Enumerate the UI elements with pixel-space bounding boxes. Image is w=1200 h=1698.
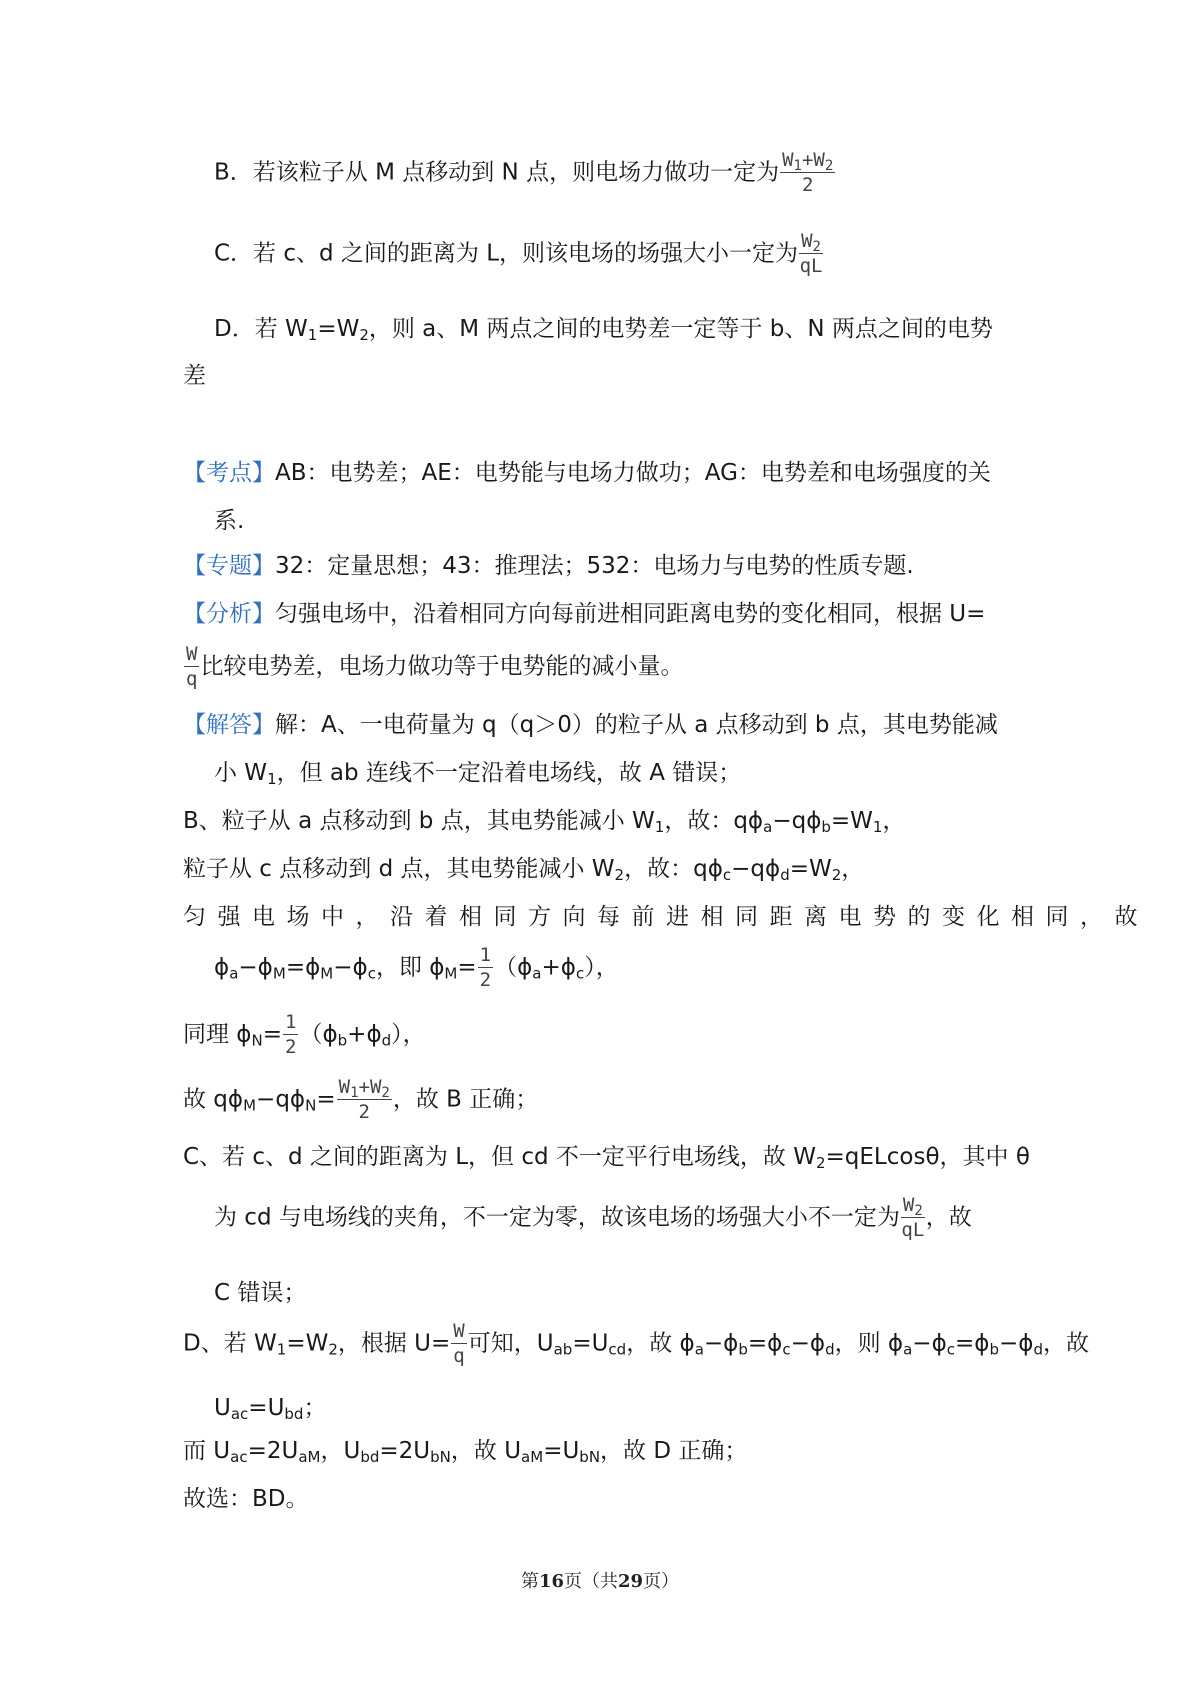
jieda-line-3: B、粒子从 a 点移动到 b 点，其电势能减小 $W_1$，故：$q\phi_a-q\phi_b=W_1$， <box>183 808 906 836</box>
jieda-line-14: 而 $U_{ac}=2U_{aM}$，$U_{bd}=2U_{bN}$，故 $U_{aM}=U_{bN}$，故 D 正确； <box>183 1438 748 1466</box>
jieda-line-12: D、若 $W_1=W_2$，根据 U= $\frac{W}{q}$ 可知，$U_{ab}=U_{cd}$，故 $\phi_a-\phi_b=\phi_c-\phi_d$，则 $\phi_a-\phi_c=\phi_b-\phi_d$，故 <box>183 1320 1089 1367</box>
fraction: $\frac{W_1+W_2}{2}$ <box>338 1076 390 1123</box>
kaodian-cont: 系. <box>214 508 245 534</box>
page-total: 29 <box>618 1571 644 1592</box>
jieda-line-11: C 错误； <box>214 1280 307 1306</box>
fraction: $\frac{W_2}{qL}$ <box>901 1194 925 1241</box>
fenxi: 【分析】匀强电场中，沿着相同方向每前进相同距离电势的变化相同，根据 U= <box>183 601 986 627</box>
fenxi-cont: $\frac{W}{q}$ 比较电势差，电场力做功等于电势能的减小量。 <box>186 643 684 690</box>
kaodian: 【考点】AB：电势差；AE：电势能与电场力做功；AG：电势差和电场强度的关 <box>183 460 991 486</box>
jieda: 【解答】解：A、一电荷量为 q（q＞0）的粒子从 a 点移动到 b 点，其电势能减 <box>183 712 998 738</box>
page-footer: 第16页（共29页） <box>520 1571 680 1592</box>
jieda-line-15: 故选：BD。 <box>183 1486 309 1512</box>
option-b: B．若该粒子从 M 点移动到 N 点，则电场力做功一定为 $\frac{W_1+W_2}{2}$ <box>214 149 834 196</box>
jieda-line-10: 为 cd 与电场线的夹角，不一定为零，故该电场的场强大小不一定为 $\frac{W_2}{qL}$ ，故 <box>214 1194 972 1241</box>
kaodian-tag: 【考点】 <box>183 460 275 486</box>
jieda-line-5: 匀强电场中，沿着相同方向每前进相同距离电势的变化相同，故 <box>183 904 1149 930</box>
fraction: $\frac{W_2}{qL}$ <box>799 230 823 277</box>
jieda-line-4: 粒子从 c 点移动到 d 点，其电势能减小 $W_2$，故：$q\phi_c-q\phi_d=W_2$， <box>183 856 865 884</box>
fenxi-tag: 【分析】 <box>183 601 275 627</box>
zhuanti-tag: 【专题】 <box>183 553 275 579</box>
jieda-line-9: C、若 c、d 之间的距离为 L，但 cd 不一定平行电场线，故 $W_2=qELcos\theta$，其中 θ <box>183 1144 1030 1172</box>
fraction: $\frac{W_1+W_2}{2}$ <box>782 149 834 196</box>
page-number: 16 <box>538 1571 564 1592</box>
jieda-tag: 【解答】 <box>183 712 275 738</box>
zhuanti: 【专题】32：定量思想；43：推理法；532：电场力与电势的性质专题. <box>183 553 914 579</box>
jieda-line-7: 同理 $\phi_N=$ $\frac{1}{2}$ $(\phi_b+\phi_d)$， <box>183 1011 426 1058</box>
jieda-line-2: 小 $W_1$，但 ab 连线不一定沿着电场线，故 A 错误； <box>214 760 742 788</box>
fraction: $\frac{1}{2}$ <box>479 944 492 991</box>
option-d: D．若 $W_1=W_2$，则 a、M 两点之间的电势差一定等于 b、N 两点之间的电势 <box>214 316 993 344</box>
option-c: C．若 c、d 之间的距离为 L，则该电场的场强大小一定为 $\frac{W_2}{qL}$ <box>214 230 823 277</box>
fraction: $\frac{1}{2}$ <box>285 1011 297 1058</box>
fraction: $\frac{W}{q}$ <box>453 1320 465 1367</box>
jieda-line-6: $\phi_a-\phi_M=\phi_M-\phi_c$，即 $\phi_M=$ $\frac{1}{2}$ $(\phi_a+\phi_c)$， <box>214 944 619 991</box>
jieda-line-13: $U_{ac}=U_{bd}$； <box>214 1395 327 1423</box>
option-d-cont: 差 <box>183 363 206 389</box>
fraction: $\frac{W}{q}$ <box>186 643 198 690</box>
jieda-line-8: 故 $q\phi_M-q\phi_N=$ $\frac{W_1+W_2}{2}$ ，故 B 正确； <box>183 1076 539 1123</box>
